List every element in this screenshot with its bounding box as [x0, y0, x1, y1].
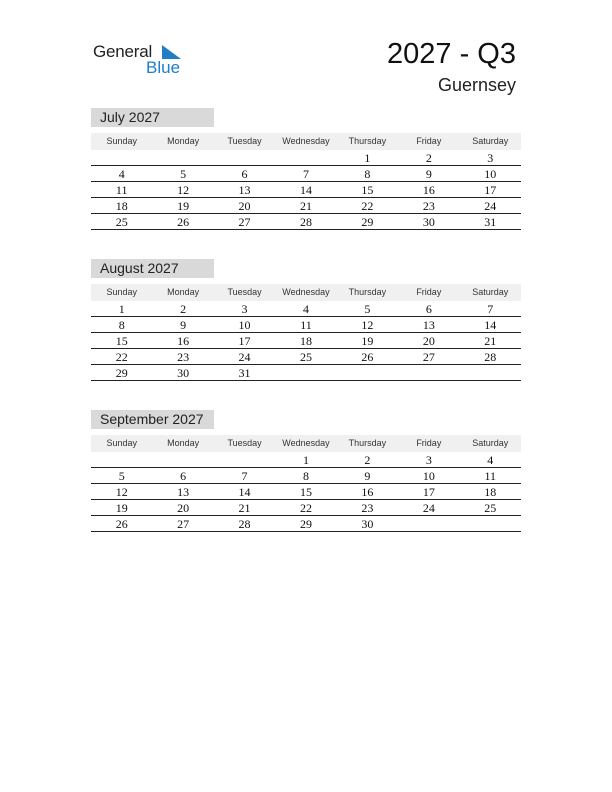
weekday-label: Monday: [167, 438, 200, 448]
day-cell: 9: [364, 469, 371, 483]
day-cell: [398, 516, 459, 531]
logo-text-general: General: [93, 42, 153, 61]
day-cell: 25: [484, 501, 497, 515]
week-row: [91, 182, 521, 198]
week-row: [91, 301, 521, 317]
weekday-label: Wednesday: [282, 287, 330, 297]
day-cell: 12: [115, 485, 128, 499]
day-cell: 28: [299, 215, 312, 229]
day-cell: 7: [302, 167, 309, 181]
day-cell: 14: [299, 183, 312, 197]
day-cell: 26: [177, 215, 190, 229]
month-block-july: [91, 108, 521, 230]
day-cell: 15: [115, 334, 128, 348]
day-cell: 23: [177, 350, 190, 364]
day-cell: 16: [177, 334, 190, 348]
week-row: [91, 516, 521, 532]
week-row: [91, 166, 521, 182]
weekday-label: Thursday: [348, 438, 387, 448]
week-row: [91, 452, 521, 468]
day-cell: 4: [118, 167, 125, 181]
month-label: August 2027: [91, 259, 214, 278]
day-cell: 29: [361, 215, 374, 229]
day-cell: 14: [238, 485, 251, 499]
weekday-label: Monday: [167, 136, 200, 146]
day-cell: 12: [177, 183, 190, 197]
week-row: [91, 484, 521, 500]
day-cell: 11: [484, 469, 497, 483]
day-cell: 29: [299, 517, 312, 531]
week-rows: [91, 301, 521, 381]
week-row: [91, 365, 521, 381]
day-cell: 16: [422, 183, 435, 197]
month-label: July 2027: [91, 108, 214, 127]
day-cell: 18: [299, 334, 312, 348]
day-cell: 7: [241, 469, 248, 483]
day-cell: 7: [487, 302, 494, 316]
day-cell: 28: [484, 350, 497, 364]
day-cell: 16: [361, 485, 374, 499]
day-cell: 18: [484, 485, 497, 499]
weekday-header-row: [91, 133, 521, 150]
day-cell: 6: [425, 302, 432, 316]
day-cell: 5: [180, 167, 187, 181]
day-cell: 5: [364, 302, 371, 316]
day-cell: 8: [118, 318, 125, 332]
month-label: September 2027: [91, 410, 214, 429]
day-cell: 15: [361, 183, 374, 197]
day-cell: [460, 516, 521, 531]
day-cell: 21: [484, 334, 497, 348]
day-cell: 17: [484, 183, 497, 197]
day-cell: [152, 452, 213, 467]
day-cell: 3: [487, 151, 494, 165]
day-cell: 10: [422, 469, 435, 483]
weekday-label: Friday: [416, 136, 442, 146]
day-cell: 27: [422, 350, 435, 364]
day-cell: 13: [177, 485, 190, 499]
day-cell: [214, 452, 275, 467]
weekday-label: Sunday: [106, 287, 137, 297]
day-cell: 8: [364, 167, 371, 181]
day-cell: 20: [238, 199, 251, 213]
weekday-label: Friday: [416, 438, 442, 448]
day-cell: 3: [425, 453, 432, 467]
day-cell: 20: [177, 501, 190, 515]
weekday-label: Sunday: [106, 136, 137, 146]
weekday-label: Thursday: [348, 136, 387, 146]
day-cell: 18: [115, 199, 128, 213]
weekday-label: Tuesday: [227, 438, 262, 448]
country-name: Guernsey: [437, 75, 516, 95]
day-cell: 30: [422, 215, 435, 229]
day-cell: 9: [425, 167, 432, 181]
day-cell: [91, 452, 152, 467]
day-cell: [91, 150, 152, 165]
day-cell: 11: [300, 318, 312, 332]
weekday-label: Monday: [167, 287, 200, 297]
logo-text-blue: Blue: [146, 58, 181, 77]
day-cell: 17: [238, 334, 251, 348]
day-cell: 31: [484, 215, 497, 229]
weekday-label: Wednesday: [282, 136, 330, 146]
day-cell: 8: [302, 469, 309, 483]
day-cell: 26: [115, 517, 128, 531]
day-cell: 1: [302, 453, 309, 467]
page-title: 2027 - Q3: [387, 38, 516, 70]
day-cell: [152, 150, 213, 165]
day-cell: 29: [115, 366, 128, 380]
day-cell: 12: [361, 318, 374, 332]
day-cell: 19: [177, 199, 190, 213]
day-cell: 3: [241, 302, 248, 316]
day-cell: [275, 150, 336, 165]
logo: [93, 42, 193, 78]
day-cell: 14: [484, 318, 497, 332]
day-cell: 4: [487, 453, 494, 467]
week-row: [91, 198, 521, 214]
day-cell: 17: [422, 485, 435, 499]
weekday-label: Tuesday: [227, 287, 262, 297]
day-cell: 19: [115, 501, 128, 515]
day-cell: 23: [422, 199, 435, 213]
week-rows: [91, 150, 521, 230]
day-cell: 31: [238, 366, 251, 380]
day-cell: [337, 365, 398, 380]
day-cell: [214, 150, 275, 165]
weekday-label: Wednesday: [282, 438, 330, 448]
week-row: [91, 500, 521, 516]
day-cell: 5: [118, 469, 125, 483]
day-cell: 13: [422, 318, 435, 332]
day-cell: 10: [238, 318, 251, 332]
day-cell: [275, 365, 336, 380]
month-block-august: [91, 259, 521, 381]
day-cell: 25: [299, 350, 312, 364]
day-cell: [398, 365, 459, 380]
day-cell: 19: [361, 334, 374, 348]
weekday-label: Friday: [416, 287, 442, 297]
day-cell: 2: [364, 453, 371, 467]
month-block-september: [91, 410, 521, 532]
day-cell: 20: [422, 334, 435, 348]
logo-triangle-icon: [162, 45, 181, 59]
day-cell: 25: [115, 215, 128, 229]
day-cell: 2: [180, 302, 187, 316]
day-cell: 1: [364, 151, 371, 165]
day-cell: 11: [115, 183, 128, 197]
day-cell: 13: [238, 183, 251, 197]
day-cell: 10: [484, 167, 497, 181]
weekday-label: Sunday: [106, 438, 137, 448]
day-cell: 27: [238, 215, 251, 229]
day-cell: 23: [361, 501, 374, 515]
day-cell: 1: [118, 302, 125, 316]
day-cell: 22: [115, 350, 128, 364]
day-cell: 6: [241, 167, 248, 181]
weekday-label: Thursday: [348, 287, 387, 297]
weekday-label: Saturday: [472, 136, 509, 146]
day-cell: 4: [302, 302, 309, 316]
day-cell: 30: [361, 517, 374, 531]
day-cell: 26: [361, 350, 374, 364]
day-cell: 21: [238, 501, 251, 515]
weekday-label: Saturday: [472, 438, 509, 448]
week-row: [91, 349, 521, 365]
week-row: [91, 214, 521, 230]
day-cell: 22: [299, 501, 312, 515]
day-cell: 2: [425, 151, 432, 165]
day-cell: [460, 365, 521, 380]
day-cell: 24: [484, 199, 497, 213]
day-cell: 24: [422, 501, 435, 515]
week-row: [91, 317, 521, 333]
weekday-header-row: [91, 435, 521, 452]
weekday-label: Tuesday: [227, 136, 262, 146]
day-cell: 22: [361, 199, 374, 213]
week-row: [91, 333, 521, 349]
day-cell: 27: [177, 517, 190, 531]
day-cell: 6: [180, 469, 187, 483]
week-rows: [91, 452, 521, 532]
day-cell: 21: [299, 199, 312, 213]
day-cell: 28: [238, 517, 251, 531]
day-cell: 9: [180, 318, 187, 332]
day-cell: 30: [177, 366, 190, 380]
weekday-header-row: [91, 284, 521, 301]
week-row: [91, 468, 521, 484]
week-row: [91, 150, 521, 166]
day-cell: 15: [299, 485, 312, 499]
day-cell: 24: [238, 350, 251, 364]
weekday-label: Saturday: [472, 287, 509, 297]
